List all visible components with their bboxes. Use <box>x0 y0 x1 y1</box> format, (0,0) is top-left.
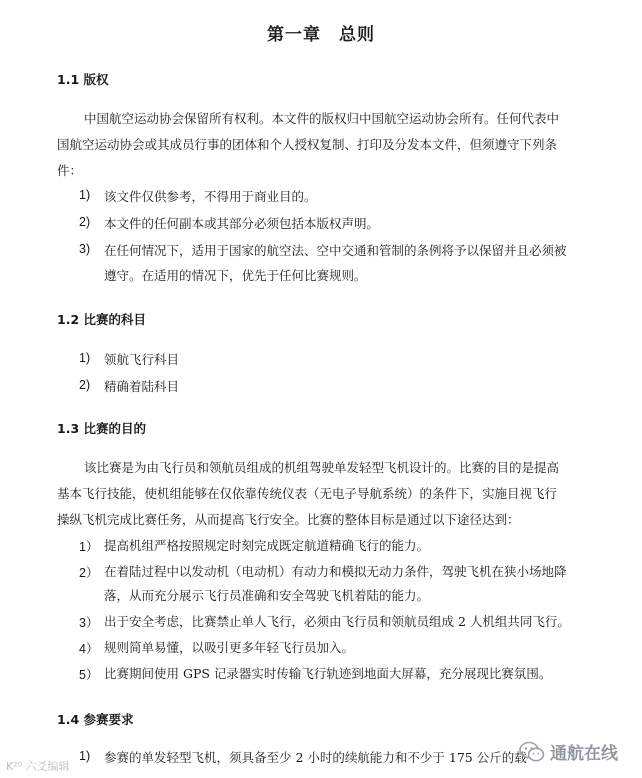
list-item: 本文件的任何副本或其部分必须包括本版权声明。 <box>104 216 380 231</box>
list-number: 1) <box>79 351 91 365</box>
list-item-continuation: 落，从而充分展示飞行员准确和安全驾驶飞机着陆的能力。 <box>104 588 430 603</box>
list-item: 参赛的单发轻型飞机，须具备至少 2 小时的续航能力和不少于 175 公斤的载 <box>104 750 527 765</box>
list-number: 2) <box>79 215 91 229</box>
list-number: 1) <box>79 749 91 763</box>
paragraph-line: 该比赛是为由飞行员和领航员组成的机组驾驶单发轻型飞机设计的。比赛的目的是提高 <box>84 460 560 475</box>
list-number: 4） <box>79 642 99 656</box>
list-number: 1) <box>79 188 91 202</box>
list-item: 提高机组严格按照规定时刻完成既定航道精确飞行的能力。 <box>104 538 430 553</box>
section-heading-events: 1.2 比赛的科目 <box>57 312 146 327</box>
list-item: 在着陆过程中以发动机（电动机）有动力和模拟无动力条件，驾驶飞机在狭小场地降 <box>104 564 567 579</box>
list-item: 比赛期间使用 GPS 记录器实时传输飞行轨迹到地面大屏幕，充分展现比赛氛围。 <box>104 666 552 681</box>
page-title: 第一章 总则 <box>267 25 375 45</box>
list-number: 1） <box>79 540 99 554</box>
paragraph-line: 操纵飞机完成比赛任务，从而提高飞行安全。比赛的整体目标是通过以下途径达到： <box>57 512 520 527</box>
list-item-continuation: 遵守。在适用的情况下，优先于任何比赛规则。 <box>104 268 367 283</box>
paragraph-line: 件： <box>57 163 83 178</box>
list-number: 3) <box>79 242 91 256</box>
wechat-icon <box>519 741 545 763</box>
list-item: 在任何情况下，适用于国家的航空法、空中交通和管制的条例将予以保留并且必须被 <box>104 243 567 258</box>
list-item: 精确着陆科目 <box>104 379 180 394</box>
paragraph-line: 基本飞行技能，使机组能够在仅依靠传统仪表（无电子导航系统）的条件下，实施目视飞行 <box>57 486 558 501</box>
list-number: 5） <box>79 668 99 682</box>
paragraph-line: 国航空运动协会或其成员行事的团体和个人授权复制、打印及分发本文件，但须遵守下列条 <box>57 137 558 152</box>
list-item: 领航飞行科目 <box>104 352 180 367</box>
section-heading-copyright: 1.1 版权 <box>57 72 109 87</box>
list-number: 3） <box>79 616 99 630</box>
paragraph-line: 中国航空运动协会保留所有权利。本文件的版权归中国航空运动协会所有。任何代表中 <box>84 111 560 126</box>
section-heading-purpose: 1.3 比赛的目的 <box>57 421 146 436</box>
watermark-right: 通航在线 <box>550 744 618 764</box>
section-heading-requirements: 1.4 参赛要求 <box>57 712 134 727</box>
watermark-left: K²⁰ 六爻编辑 <box>6 760 70 773</box>
list-item: 出于安全考虑，比赛禁止单人飞行，必须由飞行员和领航员组成 2 人机组共同飞行。 <box>104 614 570 629</box>
list-item: 规则简单易懂，以吸引更多年轻飞行员加入。 <box>104 640 355 655</box>
list-item: 该文件仅供参考，不得用于商业目的。 <box>104 189 317 204</box>
list-number: 2) <box>79 378 91 392</box>
list-number: 2） <box>79 566 99 580</box>
